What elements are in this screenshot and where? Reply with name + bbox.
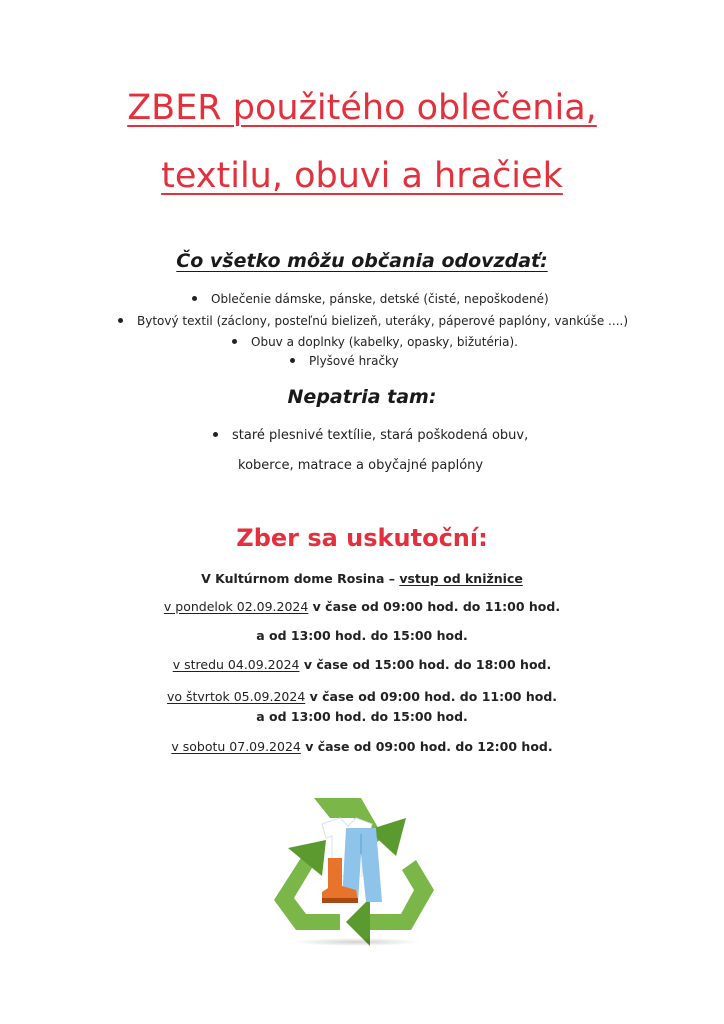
not-accepted-continuation: koberce, matrace a obyčajné paplóny (238, 458, 484, 473)
not-accepted-item: staré plesnivé textílie, stará poškodená obuv, (213, 428, 528, 444)
title-line-1: ZBER použitého oblečenia, (127, 88, 597, 128)
schedule-extra: a od 13:00 hod. do 15:00 hod. (256, 709, 468, 724)
collection-heading: Zber sa uskutoční: (236, 524, 488, 552)
accepted-heading: Čo všetko môžu občania odovzdať: (176, 250, 548, 272)
bullet-icon (118, 318, 123, 323)
schedule-extra: a od 13:00 hod. do 15:00 hod. (256, 628, 468, 643)
collection-location: V Kultúrnom dome Rosina – vstup od knižnice (201, 571, 523, 586)
bullet-icon (192, 296, 197, 301)
bullet-icon (290, 358, 295, 363)
bullet-icon (213, 432, 218, 437)
not-accepted-heading: Nepatria tam: (287, 386, 437, 408)
schedule-row: v stredu 04.09.2024 v čase od 15:00 hod. do 18:00 hod. (172, 657, 552, 672)
bullet-icon (232, 339, 237, 344)
schedule-row: vo štvrtok 05.09.2024 v čase od 09:00 hod. do 11:00 hod. (166, 689, 558, 704)
schedule-row: v pondelok 02.09.2024 v čase od 09:00 hod. do 11:00 hod. (163, 599, 561, 614)
accepted-item: Oblečenie dámske, pánske, detské (čisté, nepoškodené) (192, 291, 549, 307)
schedule-row: v sobotu 07.09.2024 v čase od 09:00 hod. do 12:00 hod. (171, 739, 553, 754)
logo-shadow (292, 938, 422, 946)
accepted-item: Bytový textil (záclony, posteľnú bielizeň, uteráky, páperové paplóny, vankúše ....) (118, 313, 628, 329)
title-line-2: textilu, obuvi a hračiek (161, 156, 563, 196)
accepted-item: Obuv a doplnky (kabelky, opasky, bižutéria). (232, 334, 518, 350)
recycle-clothes-icon (266, 790, 436, 950)
accepted-item: Plyšové hračky (290, 353, 399, 369)
